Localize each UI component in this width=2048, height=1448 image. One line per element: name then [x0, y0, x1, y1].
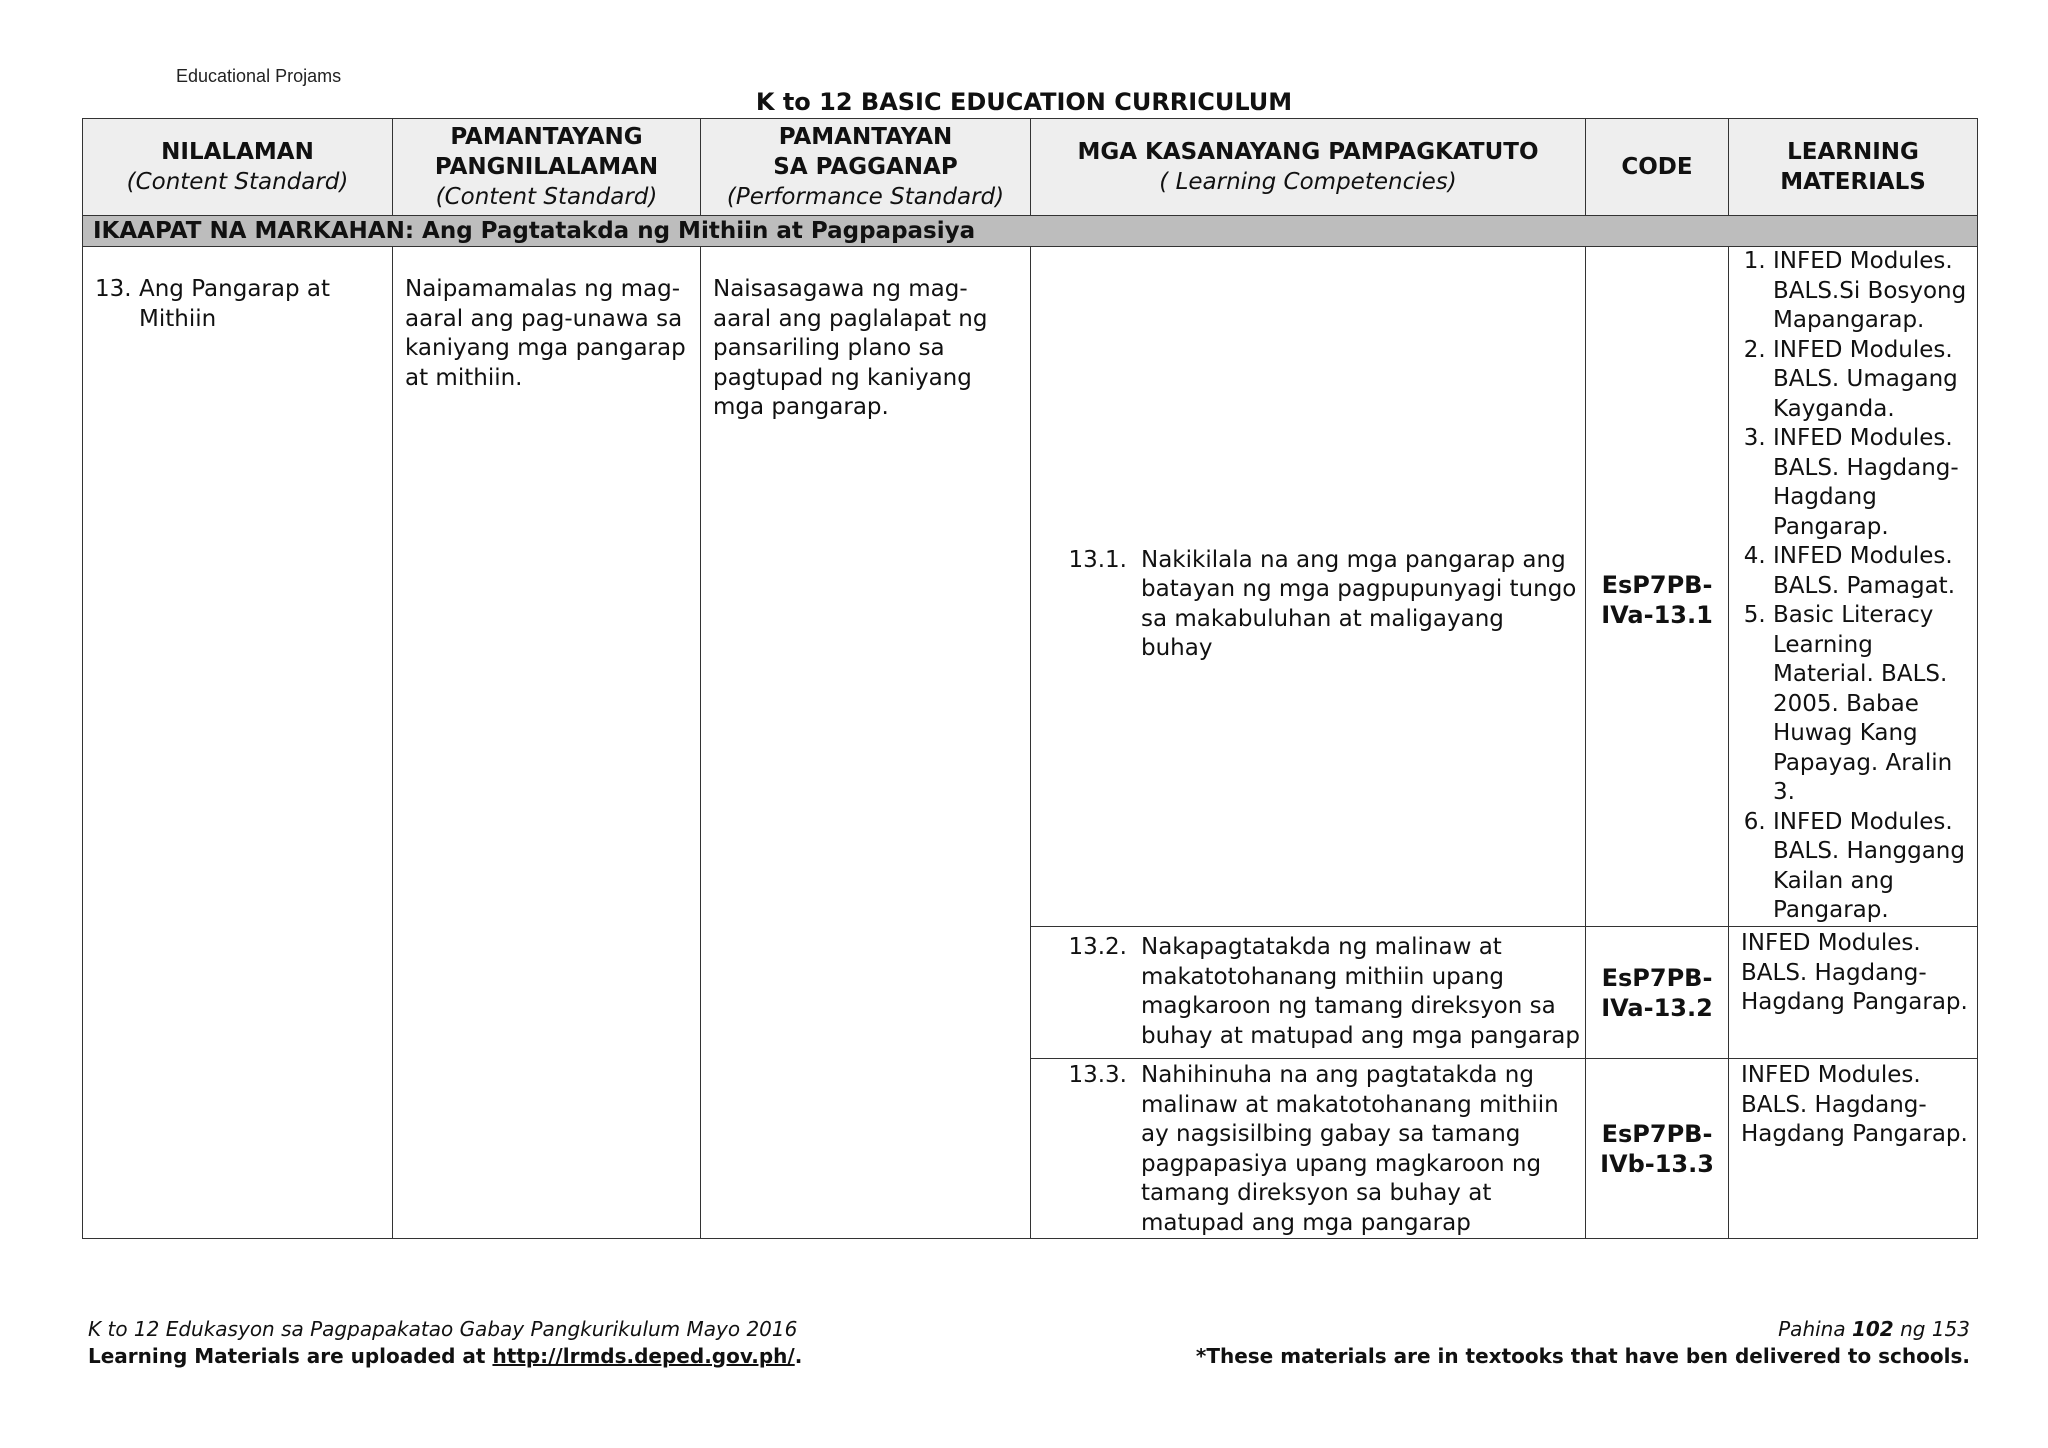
competency-text: Nakikilala na ang mga pangarap ang batayan ng mga pagpupunyagi tungo sa makabuluhan at maligayang buhay	[1141, 546, 1577, 661]
header-learning-competencies-subtitle: ( Learning Competencies)	[1159, 169, 1457, 195]
header-learning-materials	[1729, 119, 1978, 216]
competency-text: Nakapagtatakda ng malinaw at makatotohanang mithiin upang magkaroon ng tamang direksyon sa buhay at matupad ang mga pangarap	[1141, 934, 1580, 1049]
footer-guide-title: K to 12 Edukasyon sa Pagpapakatao Gabay Pangkurikulum Mayo 2016	[88, 1317, 798, 1341]
curriculum-table	[82, 118, 1978, 1239]
page-total: 153	[1931, 1317, 1970, 1341]
header-performance-standard	[701, 119, 1031, 216]
header-row	[83, 119, 1978, 216]
page-mid: ng	[1893, 1317, 1932, 1341]
materials-list	[1729, 247, 1977, 926]
materials-cell-1	[1729, 247, 1978, 927]
content-cell	[83, 247, 393, 1239]
material-text: INFED Modules. BALS. Hagdang-Hagdang Pangarap.	[1741, 930, 1968, 1015]
performance-standard-cell	[701, 247, 1031, 1239]
materials-cell-2	[1729, 927, 1978, 1059]
code-cell-2	[1586, 927, 1729, 1059]
list-item: 1. INFED Modules. BALS.Si Bosyong Mapangarap.	[1773, 247, 1977, 336]
header-performance-standard-title-2: SA PAGGANAP	[773, 154, 958, 180]
table-row	[83, 247, 1978, 927]
header-learning-competencies	[1031, 119, 1586, 216]
header-learning-materials-title-2: MATERIALS	[1780, 169, 1926, 195]
header-performance-standard-subtitle: (Performance Standard)	[726, 184, 1005, 210]
list-item: 6. INFED Modules. BALS. Hanggang Kailan ang Pangarap.	[1773, 808, 1977, 926]
footer-left	[88, 1316, 802, 1370]
performance-standard-text: Naisasagawa ng mag-aaral ang paglalapat ng pansariling plano sa pagtupad ng kaniyang mga pangarap.	[713, 276, 988, 420]
header-code: CODE	[1586, 119, 1729, 216]
materials-cell-3	[1729, 1059, 1978, 1239]
competency-text: Nahihinuha na ang pagtatakda ng malinaw at makatotohanang mithiin ay nagsisilbing gabay sa tamang pagpapasiya upang magkaroon ng tamang direksyon sa buhay at matupad ang mga pangarap	[1141, 1062, 1559, 1236]
quarter-label: IKAAPAT NA MARKAHAN: Ang Pagtatakda ng Mithiin at Pagpapasiya	[83, 216, 1978, 247]
list-item: 4. INFED Modules. BALS. Pamagat.	[1773, 542, 1977, 601]
list-item: 3. INFED Modules. BALS. Hagdang-Hagdang Pangarap.	[1773, 424, 1977, 542]
header-learning-materials-title-1: LEARNING	[1787, 139, 1919, 165]
page-number: 102	[1851, 1317, 1894, 1341]
header-content-subtitle: (Content Standard)	[126, 169, 349, 195]
content-number: 13.	[95, 276, 132, 302]
code-cell-1	[1586, 247, 1729, 927]
footer-delivery-note: *These materials are in textooks that have ben delivered to schools.	[1195, 1344, 1970, 1368]
footer-upload-suffix: .	[794, 1344, 803, 1368]
competency-cell-2	[1031, 927, 1586, 1059]
content-standard-text: Naipamamalas ng mag-aaral ang pag-unawa sa kaniyang mga pangarap at mithiin.	[405, 276, 686, 391]
header-content-standard-subtitle: (Content Standard)	[435, 184, 658, 210]
list-item: 2. INFED Modules. BALS. Umagang Kayganda.	[1773, 336, 1977, 425]
footer-right	[1196, 1316, 1970, 1370]
code-line-1: EsP7PB-	[1601, 963, 1713, 992]
code-line-2: IVa-13.2	[1601, 993, 1713, 1022]
header-content	[83, 119, 393, 216]
quarter-row	[83, 216, 1978, 247]
list-item: 5. Basic Literacy Learning Material. BALS. 2005. Babae Huwag Kang Papayag. Aralin 3.	[1773, 601, 1977, 808]
competency-number: 13.3.	[1068, 1062, 1127, 1088]
header-content-title: NILALAMAN	[161, 139, 314, 165]
page-prefix: Pahina	[1778, 1317, 1852, 1341]
header-content-standard-title-1: PAMANTAYANG	[450, 124, 643, 150]
lrmds-link[interactable]: http://lrmds.deped.gov.ph/	[492, 1344, 795, 1368]
watermark-text: Educational Projams	[176, 66, 342, 86]
header-learning-competencies-title: MGA KASANAYANG PAMPAGKATUTO	[1077, 139, 1539, 165]
code-line-1: EsP7PB-	[1601, 570, 1713, 599]
competency-cell-3	[1031, 1059, 1586, 1239]
document-title: K to 12 BASIC EDUCATION CURRICULUM	[755, 88, 1293, 116]
header-performance-standard-title-1: PAMANTAYAN	[778, 124, 953, 150]
footer-upload-note	[88, 1343, 802, 1370]
page-indicator	[1196, 1316, 1970, 1343]
content-standard-cell	[393, 247, 701, 1239]
code-line-2: IVb-13.3	[1600, 1149, 1714, 1178]
material-text: INFED Modules. BALS. Hagdang-Hagdang Pangarap.	[1741, 1062, 1968, 1147]
footer-upload-prefix: Learning Materials are uploaded at	[88, 1344, 493, 1368]
code-line-2: IVa-13.1	[1601, 600, 1713, 629]
competency-number: 13.2.	[1068, 934, 1127, 960]
competency-number: 13.1.	[1068, 546, 1127, 573]
header-content-standard-title-2: PANGNILALAMAN	[434, 154, 659, 180]
header-content-standard	[393, 119, 701, 216]
code-line-1: EsP7PB-	[1601, 1119, 1713, 1148]
competency-cell-1	[1031, 247, 1586, 927]
code-cell-3	[1586, 1059, 1729, 1239]
content-text: Ang Pangarap at Mithiin	[139, 276, 330, 332]
